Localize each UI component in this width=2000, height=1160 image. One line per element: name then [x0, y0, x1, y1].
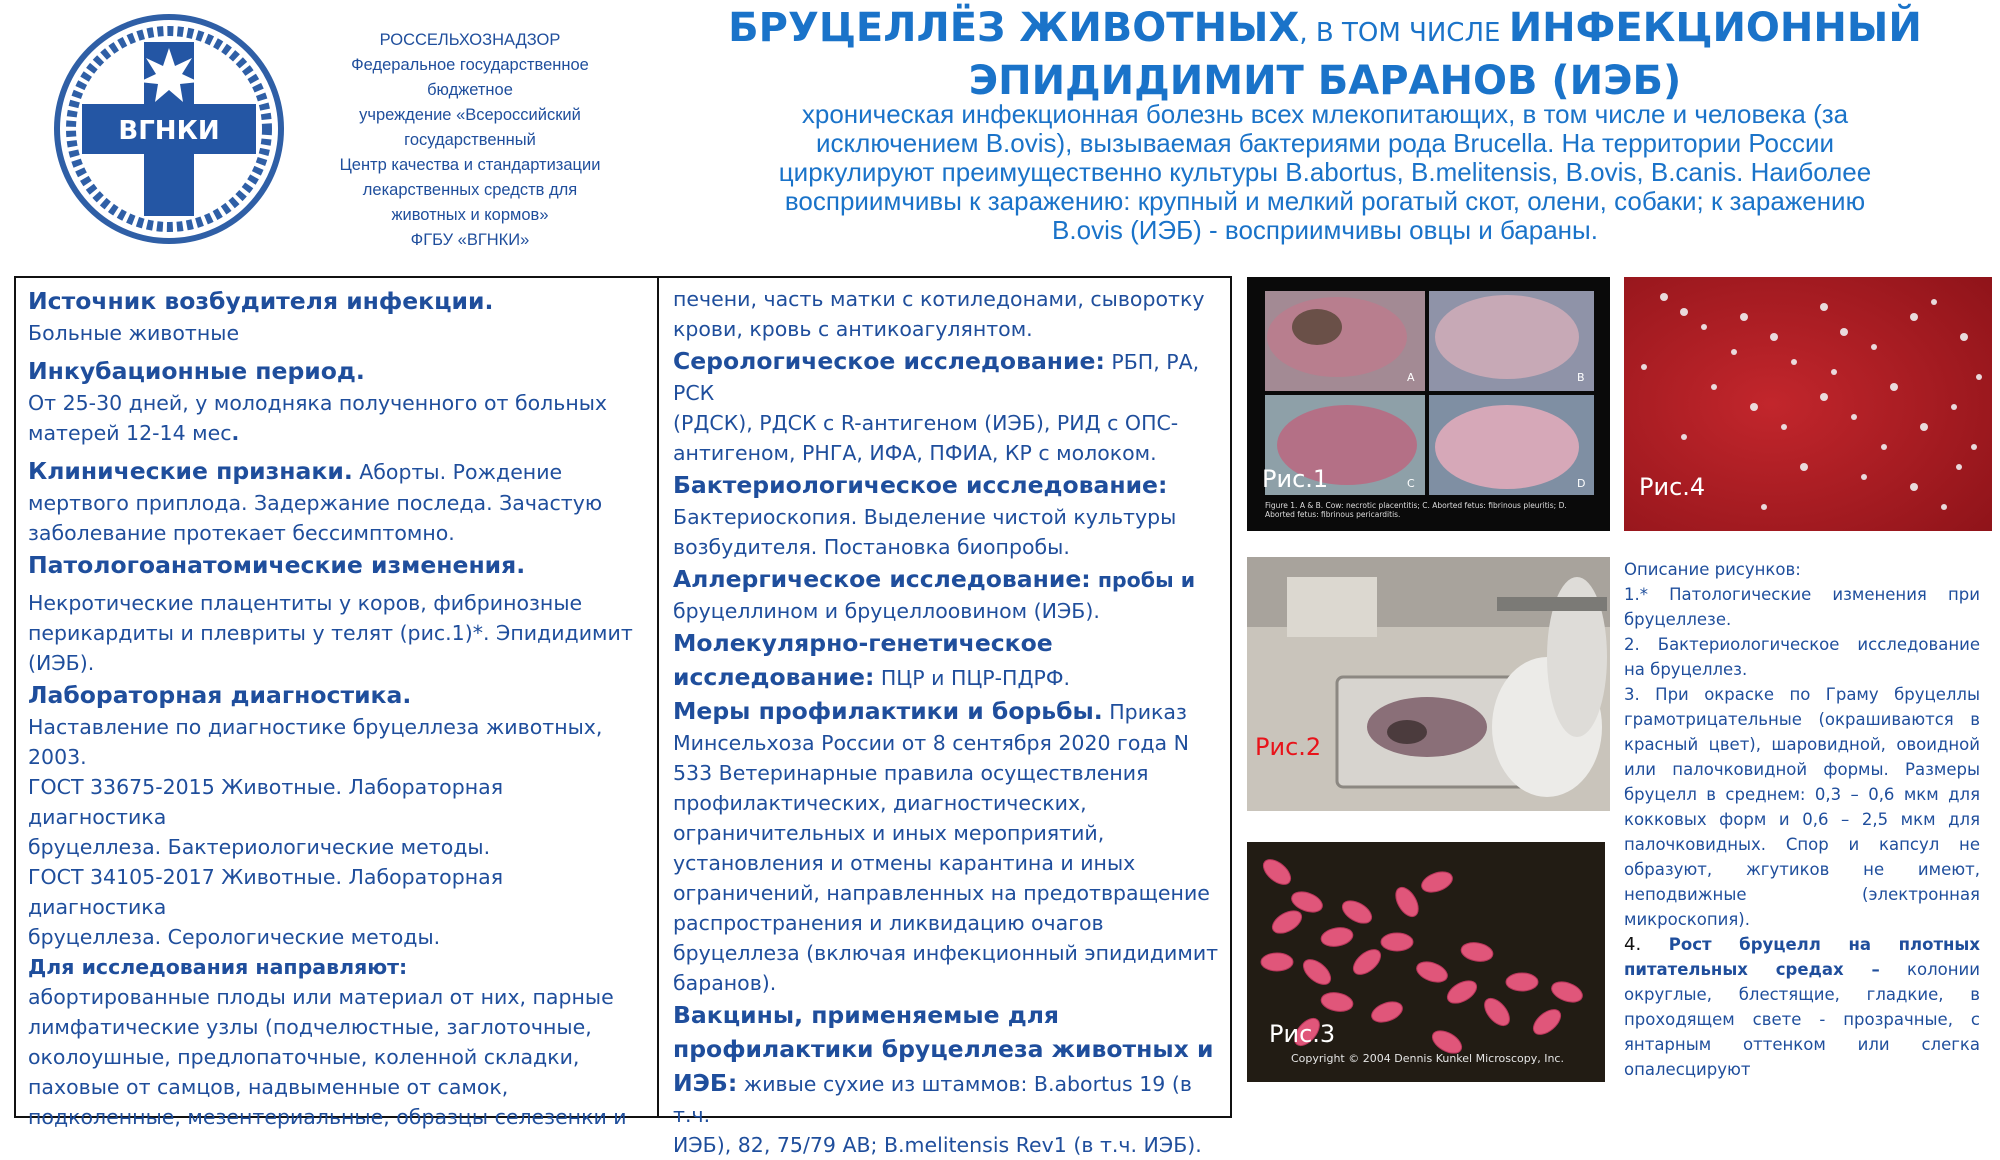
- measures-line: ограничений, направленных на предотвращение: [673, 881, 1210, 905]
- measures-line: баранов).: [673, 971, 777, 995]
- measures-line: установления и отмены карантина и иных: [673, 851, 1136, 875]
- heading-molecular-2: исследование:: [673, 663, 875, 691]
- heading-bacteriology: Бактериологическое исследование:: [673, 471, 1168, 499]
- fig1-panel-d: D: [1577, 477, 1586, 490]
- heading-clinical: Клинические признаки.: [28, 457, 353, 485]
- serology-text-1: РБП, РА, РСК: [673, 350, 1200, 405]
- fig3-copyright: Copyright © 2004 Dennis Kunkel Microscopy, Inc.: [1291, 1052, 1564, 1065]
- pathology-line-2: перикардиты и плевриты у телят (рис.1)*. Эпидидимит: [28, 621, 633, 645]
- vaccines-text-1: живые сухие из штаммов: B.abortus 19 (в т.ч.: [673, 1072, 1192, 1127]
- serology-line: (РДСК), РДСК с R-антигеном (ИЭБ), РИД с ОПС-: [673, 411, 1179, 435]
- clinical-line-3: заболевание протекает бессимптомно.: [28, 521, 455, 545]
- title-part-3: ИНФЕКЦИОННЫЙ: [1508, 5, 1922, 51]
- heading-vaccines-2: профилактики бруцеллеза животных и: [673, 1035, 1214, 1063]
- item4-bold: Рост бруцелл на плотных питательных средах –: [1624, 935, 1980, 979]
- pathology-line-3: (ИЭБ).: [28, 651, 95, 675]
- title-part-2: , В ТОМ ЧИСЛЕ: [1299, 18, 1509, 48]
- description-item: 3. При окраске по Граму бруцеллы грамотрицательные (окрашиваются в красный цвет), шаровидной, овоидной или палочковидной формы. Размеры бруцелл в среднем: 0,3 – 0,6 мкм для кокковых форм и 0,6 – 2,5 мкм для палочковидных. Спор и капсул не образуют, жгутиков не имеют, неподвижные (электронная микроскопия).: [1624, 685, 1980, 929]
- continued-line: печени, часть матки с котиледонами, сыворотку: [673, 287, 1205, 311]
- vaccines-line-2: ИЭБ), 82, 75/79 АВ; B.melitensis Rev1 (в т.ч. ИЭБ).: [673, 1133, 1202, 1157]
- send-line: лимфатические узлы (подчелюстные, заглоточные,: [28, 1015, 592, 1039]
- intro-line: исключением B.ovis), вызываемая бактериями рода Brucella. На территории России: [815, 128, 1835, 158]
- intro-text: [665, 100, 1985, 245]
- figures-description: [1624, 557, 1980, 1082]
- fig1-panel-a: A: [1407, 371, 1415, 384]
- measures-line: Минсельхоза России от 8 сентября 2020 года N: [673, 731, 1189, 755]
- org-line: Федеральное государственное: [351, 56, 589, 74]
- org-line: бюджетное: [427, 81, 513, 99]
- send-line: околоушные, предлопаточные, коленной складки,: [28, 1045, 580, 1069]
- incubation-dot: .: [231, 421, 240, 445]
- vgnki-logo: [52, 12, 286, 246]
- fig3-label: Рис.3: [1269, 1020, 1336, 1048]
- lab-line: бруцеллеза. Серологические методы.: [28, 925, 441, 949]
- measures-line: бруцеллеза (включая инфекционный эпидидимит: [673, 941, 1219, 965]
- heading-molecular: Молекулярно-генетическое: [673, 629, 1053, 657]
- item4-number: 4.: [1624, 934, 1669, 955]
- figure-4-colonies-photo: [1624, 277, 1992, 531]
- lab-line: Наставление по диагностике бруцеллеза животных,: [28, 715, 603, 739]
- right-column: [673, 284, 1223, 1160]
- serology-line: антигеном, РНГА, ИФА, ПФИА, КР с молоком.: [673, 441, 1157, 465]
- serology-line-1: [673, 344, 1223, 408]
- bacteriology-line: Бактериоскопия. Выделение чистой культуры: [673, 505, 1177, 529]
- bacteriology-line: возбудителя. Постановка биопробы.: [673, 535, 1070, 559]
- lab-line: 2003.: [28, 745, 87, 769]
- heading-allergy: Аллергическое исследование:: [673, 565, 1091, 593]
- measures-line-1: [673, 694, 1223, 728]
- org-line: РОССЕЛЬХОЗНАДЗОР: [379, 31, 561, 49]
- left-column: [28, 284, 640, 1132]
- lab-line: ГОСТ 33675-2015 Животные. Лабораторная диагностика: [28, 775, 504, 829]
- molecular-line: [673, 660, 1223, 694]
- measures-line: 533 Ветеринарные правила осуществления: [673, 761, 1149, 785]
- allergy-line-1: [673, 562, 1223, 596]
- intro-line: циркулируют преимущественно культуры B.abortus, B.melitensis, B.ovis, B.canis. Наиболее: [778, 157, 1872, 187]
- measures-line: распространения и ликвидацию очагов: [673, 911, 1104, 935]
- heading-vaccines-3: ИЭБ:: [673, 1069, 738, 1097]
- fig1-label: Рис.1: [1262, 465, 1329, 493]
- continued-line: крови, кровь с антикоагулянтом.: [673, 317, 1033, 341]
- fig2-label: Рис.2: [1255, 733, 1322, 761]
- org-line: ФГБУ «ВГНКИ»: [410, 231, 530, 249]
- send-line: подколенные, мезентериальные, образцы селезенки и: [28, 1105, 627, 1129]
- allergy-line-2: бруцеллином и бруцеллоовином (ИЭБ).: [673, 599, 1100, 623]
- org-line: учреждение «Всероссийский: [359, 106, 581, 124]
- heading-pathology: Патологоанатомические изменения.: [28, 551, 526, 579]
- page-title: [665, 4, 1985, 105]
- lab-line: ГОСТ 34105-2017 Животные. Лабораторная диагностика: [28, 865, 504, 919]
- allergy-text-1: пробы и: [1090, 568, 1196, 592]
- title-part-1: БРУЦЕЛЛЁЗ ЖИВОТНЫХ: [728, 5, 1300, 51]
- fig1-caption: Figure 1. A & B. Cow: necrotic placentitis; C. Aborted fetus: fibrinous pleuritis; D. Aborted fetus: fibrinous pericarditis.: [1265, 501, 1567, 519]
- figure-3-microscopy-photo: [1247, 842, 1605, 1082]
- org-line: Центр качества и стандартизации: [339, 156, 601, 174]
- molecular-text: ПЦР и ПЦР-ПДРФ.: [874, 666, 1070, 690]
- org-line: лекарственных средств для: [362, 181, 578, 199]
- intro-line: восприимчивы к заражению: крупный и мелкий рогатый скот, олени, собаки; к заражению: [784, 186, 1866, 216]
- measures-line: профилактических, диагностических,: [673, 791, 1087, 815]
- send-line: абортированные плоды или материал от них, парные: [28, 985, 614, 1009]
- heading-source: Источник возбудителя инфекции.: [28, 287, 494, 315]
- lab-line: бруцеллеза. Бактериологические методы.: [28, 835, 491, 859]
- fig1-panel-b: B: [1577, 371, 1585, 384]
- column-divider: [657, 276, 659, 1118]
- description-item-4: [1624, 932, 1980, 1082]
- clinical-line-2: мертвого приплода. Задержание последа. Зачастую: [28, 491, 603, 515]
- source-text: Больные животные: [28, 321, 240, 345]
- description-title: Описание рисунков:: [1624, 560, 1801, 579]
- fig4-label: Рис.4: [1639, 473, 1706, 501]
- vaccines-line-1: [673, 1066, 1223, 1130]
- send-line: паховые от самцов, надвыменные от самок,: [28, 1075, 509, 1099]
- org-line: животных и кормов»: [391, 206, 549, 224]
- clinical-text-1: Аборты. Рождение: [352, 460, 563, 484]
- organization-name: [310, 28, 630, 253]
- description-item: 1.* Патологические изменения при бруцеллезе.: [1624, 585, 1980, 629]
- measures-text-1: Приказ: [1102, 700, 1187, 724]
- intro-line: B.ovis (ИЭБ) - восприимчивы овцы и бараны.: [1052, 215, 1598, 245]
- measures-line: ограничительных и иных мероприятий,: [673, 821, 1105, 845]
- svg-text:ВГНКИ: ВГНКИ: [118, 116, 220, 146]
- incubation-text: матерей 12-14 мес: [28, 421, 232, 445]
- clinical-line-1: [28, 454, 640, 488]
- title-line-2: ЭПИДИДИМИТ БАРАНОВ (ИЭБ): [968, 58, 1682, 104]
- incubation-line-1: От 25-30 дней, у молодняка полученного от больных: [28, 391, 608, 415]
- item4-rest: колонии округлые, блестящие, гладкие, в проходящем свете - прозрачные, с янтарным оттенком или слегка опалесцируют: [1624, 960, 1980, 1079]
- heading-send-for-testing: Для исследования направляют:: [28, 955, 408, 979]
- description-item: 2. Бактериологическое исследование на бруцеллез.: [1624, 635, 1980, 679]
- heading-serology: Серологическое исследование:: [673, 347, 1105, 375]
- incubation-line-2: [28, 418, 640, 448]
- heading-vaccines-1: Вакцины, применяемые для: [673, 1001, 1059, 1029]
- heading-measures: Меры профилактики и борьбы.: [673, 697, 1103, 725]
- pathology-line-1: Некротические плацентиты у коров, фибринозные: [28, 591, 583, 615]
- figure-1-pathology-photo: [1247, 277, 1610, 531]
- heading-incubation: Инкубационные период.: [28, 357, 365, 385]
- intro-line: хроническая инфекционная болезнь всех млекопитающих, в том числе и человека (за: [801, 99, 1849, 129]
- org-line: государственный: [404, 131, 536, 149]
- fig1-panel-c: C: [1407, 477, 1415, 490]
- heading-lab-diagnostics: Лабораторная диагностика.: [28, 681, 412, 709]
- figure-2-lab-photo: [1247, 557, 1610, 811]
